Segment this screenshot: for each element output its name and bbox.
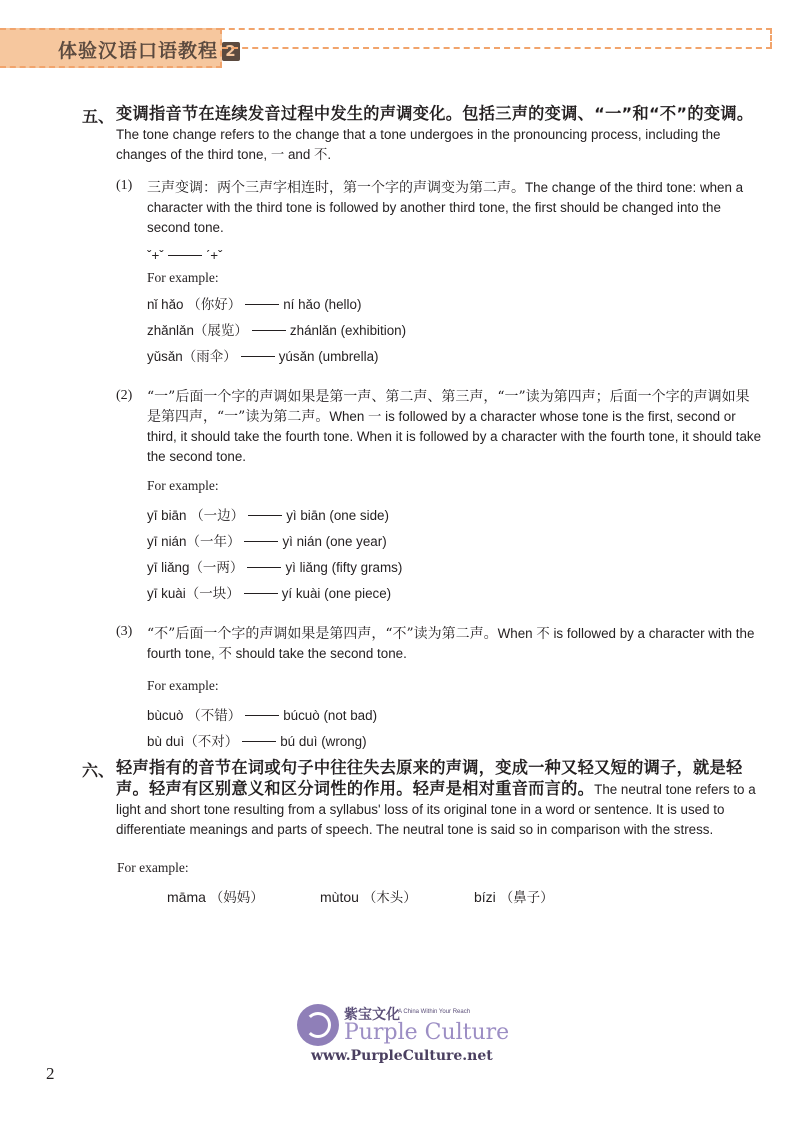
example-row: yī liǎng（一两） yì liǎng (fifty grams) bbox=[147, 560, 403, 576]
for-example-label: For example: bbox=[117, 860, 189, 875]
section-text: 轻声指有的音节在词或句子中往往失去原来的声调，变成一种又轻又短的调子，就是轻声。轻声有区别意义和区分词性的作用。轻声是相对重音而言的。The neutral tone refers to a light and short tone resulting from a syllabus' loss of its original tone in a word or sentence. It is used to differentiate meanings and parts of speech. The neutral tone is said so in comparison with the stress. bbox=[116, 758, 756, 837]
header-divider-end bbox=[770, 28, 772, 48]
for-example-label: For example: bbox=[147, 270, 219, 285]
subsection-number: (3) bbox=[116, 624, 133, 639]
section-number: 五、 bbox=[82, 107, 115, 126]
subsection-2 bbox=[116, 388, 762, 467]
section-number: 六、 bbox=[82, 761, 115, 780]
subsection-1 bbox=[116, 178, 762, 238]
example-row: bùcuò （不错） búcuò (not bad) bbox=[147, 708, 378, 724]
section-six bbox=[82, 758, 762, 840]
example-row: yī kuài（一块） yí kuài (one piece) bbox=[147, 586, 392, 602]
neutral-example: māma （妈妈） bbox=[167, 889, 264, 906]
subsection-3 bbox=[116, 624, 762, 664]
book-title: 体验汉语口语教程 2 bbox=[58, 36, 240, 63]
subsection-text: “一”后面一个字的声调如果是第一声、第二声、第三声，“一”读为第四声；后面一个字的声调如果是第四声，“一”读为第二声。When 一 is followed by a character whose tone is the first, second or third, it should take the fourth tone. When it is followed by a character with the fourth tone, it should take the second tone. bbox=[147, 389, 762, 464]
for-example-label: For example: bbox=[147, 478, 219, 493]
tone-formula: ˇ+ˇ ˊ+ˇ bbox=[147, 248, 223, 263]
example-row: nǐ hǎo （你好） ní hǎo (hello) bbox=[147, 297, 362, 313]
page-number: 2 bbox=[46, 1064, 55, 1083]
watermark-chinese: 紫宝文化 bbox=[344, 1007, 400, 1023]
example-row: bù duì（不对） bú duì (wrong) bbox=[147, 734, 367, 750]
header-divider bbox=[222, 47, 772, 49]
example-row: yī biān （一边） yì biān (one side) bbox=[147, 508, 389, 524]
watermark-brand: Purple Culture bbox=[344, 1020, 510, 1045]
subsection-number: (1) bbox=[116, 178, 133, 193]
neutral-example: mùtou （木头） bbox=[320, 889, 417, 906]
book-number-badge: 2 bbox=[222, 42, 240, 61]
section-text: 变调指音节在连续发音过程中发生的声调变化。包括三声的变调、“一”和“不”的变调。The tone change refers to the change that a tone undergoes in the pronouncing process, including the changes of the third tone, 一 and 不. bbox=[116, 104, 754, 162]
neutral-example: bízi （鼻子） bbox=[474, 889, 554, 906]
section-five bbox=[82, 104, 762, 165]
purple-culture-logo-icon bbox=[297, 1004, 339, 1046]
for-example-label: For example: bbox=[147, 678, 219, 693]
subsection-number: (2) bbox=[116, 388, 133, 403]
example-row: yǔsǎn（雨伞） yúsǎn (umbrella) bbox=[147, 349, 379, 365]
subsection-text: “不”后面一个字的声调如果是第四声，“不”读为第二声。When 不 is followed by a character with the fourth tone, 不 should take the second tone. bbox=[147, 626, 755, 661]
watermark-url: www.PurpleCulture.net bbox=[311, 1048, 493, 1064]
watermark-tagline: A China Within Your Reach bbox=[398, 1009, 471, 1015]
example-row: zhǎnlǎn（展览） zhánlǎn (exhibition) bbox=[147, 323, 407, 339]
example-row: yī nián（一年） yì nián (one year) bbox=[147, 534, 387, 550]
subsection-text: 三声变调：两个三声字相连时，第一个字的声调变为第二声。The change of the third tone: when a character with the third tone is followed by another third tone, the first should be changed into the second tone. bbox=[147, 180, 744, 235]
